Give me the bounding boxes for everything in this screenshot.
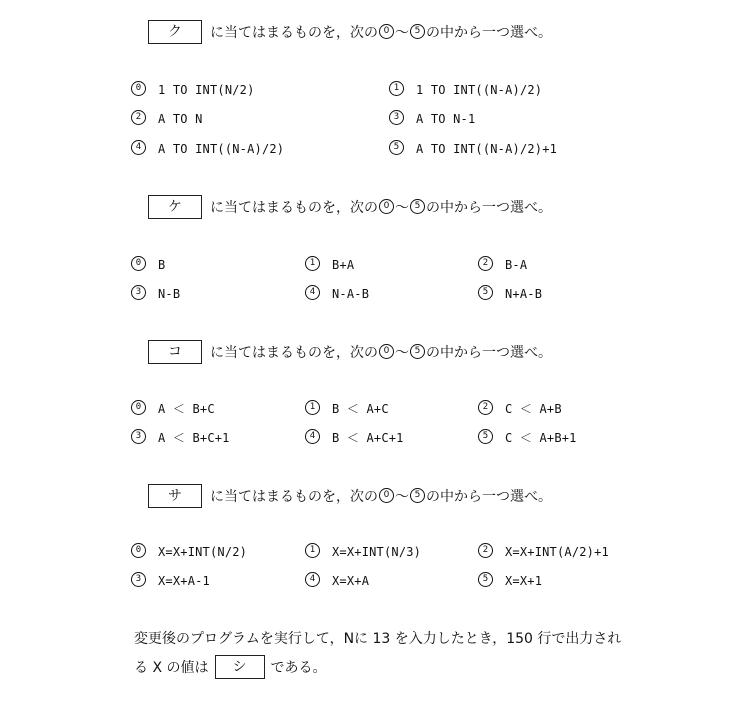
option-ke-2	[477, 257, 527, 272]
answer-box-ke: ケ	[148, 195, 202, 219]
option-sa-3	[130, 573, 210, 588]
option-text: X=X+A-1	[158, 573, 210, 588]
option-ko-0	[130, 400, 215, 417]
option-text: A ＜ B+C+1	[158, 431, 230, 445]
option-number: 0	[131, 400, 146, 415]
range-end-number: 5	[410, 24, 425, 39]
range-separator: 〜	[395, 345, 409, 361]
option-ko-3	[130, 429, 230, 446]
instruction-text-a: に当てはまるものを，次の	[210, 489, 378, 505]
option-text: N-A-B	[332, 286, 370, 301]
instruction-text-a: に当てはまるものを，次の	[210, 25, 378, 41]
answer-box-ko: コ	[148, 340, 202, 364]
option-number: 3	[131, 572, 146, 587]
option-ko-5	[477, 429, 577, 446]
option-number: 2	[131, 110, 146, 125]
option-number: 1	[305, 256, 320, 271]
answer-box-ku: ク	[148, 20, 202, 44]
option-ke-0	[130, 257, 165, 272]
option-number: 0	[131, 256, 146, 271]
question-ku-prompt	[148, 20, 552, 44]
range-end-number: 5	[410, 488, 425, 503]
option-text: N+A-B	[505, 286, 543, 301]
option-text: A TO N	[158, 111, 203, 126]
range-end-number: 5	[410, 344, 425, 359]
option-text: B ＜ A+C	[332, 402, 389, 416]
option-ke-1	[304, 257, 354, 272]
option-number: 3	[131, 285, 146, 300]
instruction-text-b: の中から一つ選べ。	[426, 25, 552, 41]
instruction-text-a: に当てはまるものを，次の	[210, 200, 378, 216]
option-sa-0	[130, 544, 247, 559]
instruction-text-b: の中から一つ選べ。	[426, 200, 552, 216]
option-text: X=X+INT(A/2)+1	[505, 544, 609, 559]
option-text: A TO INT((N-A)/2)	[158, 141, 285, 156]
question-ko-prompt	[148, 340, 552, 364]
range-start-number: 0	[379, 24, 394, 39]
option-sa-4	[304, 573, 369, 588]
option-text: A TO INT((N-A)/2)+1	[416, 141, 558, 156]
final-question-line-2	[134, 655, 327, 679]
question-sa-prompt	[148, 484, 552, 508]
option-ke-3	[130, 286, 180, 301]
option-text: B-A	[505, 257, 528, 272]
option-number: 1	[305, 400, 320, 415]
option-text: C ＜ A+B	[505, 402, 562, 416]
range-separator: 〜	[395, 489, 409, 505]
option-sa-5	[477, 573, 542, 588]
option-number: 3	[389, 110, 404, 125]
option-text: C ＜ A+B+1	[505, 431, 577, 445]
option-text: X=X+INT(N/3)	[332, 544, 422, 559]
option-number: 0	[131, 81, 146, 96]
range-start-number: 0	[379, 199, 394, 214]
option-ku-1	[388, 82, 542, 97]
range-start-number: 0	[379, 344, 394, 359]
option-ku-4	[130, 141, 284, 156]
option-number: 5	[389, 140, 404, 155]
question-ke-prompt	[148, 195, 552, 219]
option-number: 2	[478, 543, 493, 558]
option-number: 3	[131, 429, 146, 444]
option-ko-1	[304, 400, 389, 417]
option-number: 5	[478, 572, 493, 587]
option-number: 5	[478, 285, 493, 300]
option-number: 2	[478, 400, 493, 415]
option-ku-5	[388, 141, 557, 156]
instruction-text-a: に当てはまるものを，次の	[210, 345, 378, 361]
option-sa-2	[477, 544, 609, 559]
option-text: X=X+INT(N/2)	[158, 544, 248, 559]
range-separator: 〜	[395, 25, 409, 41]
option-text: N-B	[158, 286, 181, 301]
option-text: A ＜ B+C	[158, 402, 215, 416]
final-question-line-1: 変更後のプログラムを実行して，Nに 13 を入力したとき，150 行で出力され	[134, 631, 622, 647]
option-number: 0	[131, 543, 146, 558]
final-text-before: る X の値は	[134, 660, 209, 676]
option-text: B	[158, 257, 166, 272]
option-ke-5	[477, 286, 542, 301]
answer-box-sa: サ	[148, 484, 202, 508]
answer-box-shi: シ	[215, 655, 265, 679]
option-ku-3	[388, 111, 475, 126]
instruction-text-b: の中から一つ選べ。	[426, 345, 552, 361]
option-number: 5	[478, 429, 493, 444]
option-text: X=X+1	[505, 573, 543, 588]
option-number: 4	[305, 285, 320, 300]
option-ko-4	[304, 429, 404, 446]
option-number: 4	[131, 140, 146, 155]
option-number: 1	[389, 81, 404, 96]
option-number: 2	[478, 256, 493, 271]
range-separator: 〜	[395, 200, 409, 216]
option-ku-0	[130, 82, 255, 97]
option-sa-1	[304, 544, 421, 559]
range-end-number: 5	[410, 199, 425, 214]
option-text: 1 TO INT((N-A)/2)	[416, 82, 543, 97]
option-text: A TO N-1	[416, 111, 476, 126]
option-ku-2	[130, 111, 203, 126]
option-text: X=X+A	[332, 573, 370, 588]
option-text: 1 TO INT(N/2)	[158, 82, 255, 97]
option-number: 4	[305, 572, 320, 587]
final-text-after: である。	[270, 660, 327, 676]
option-text: B+A	[332, 257, 355, 272]
instruction-text-b: の中から一つ選べ。	[426, 489, 552, 505]
option-number: 4	[305, 429, 320, 444]
option-text: B ＜ A+C+1	[332, 431, 404, 445]
option-number: 1	[305, 543, 320, 558]
option-ke-4	[304, 286, 369, 301]
range-start-number: 0	[379, 488, 394, 503]
option-ko-2	[477, 400, 562, 417]
